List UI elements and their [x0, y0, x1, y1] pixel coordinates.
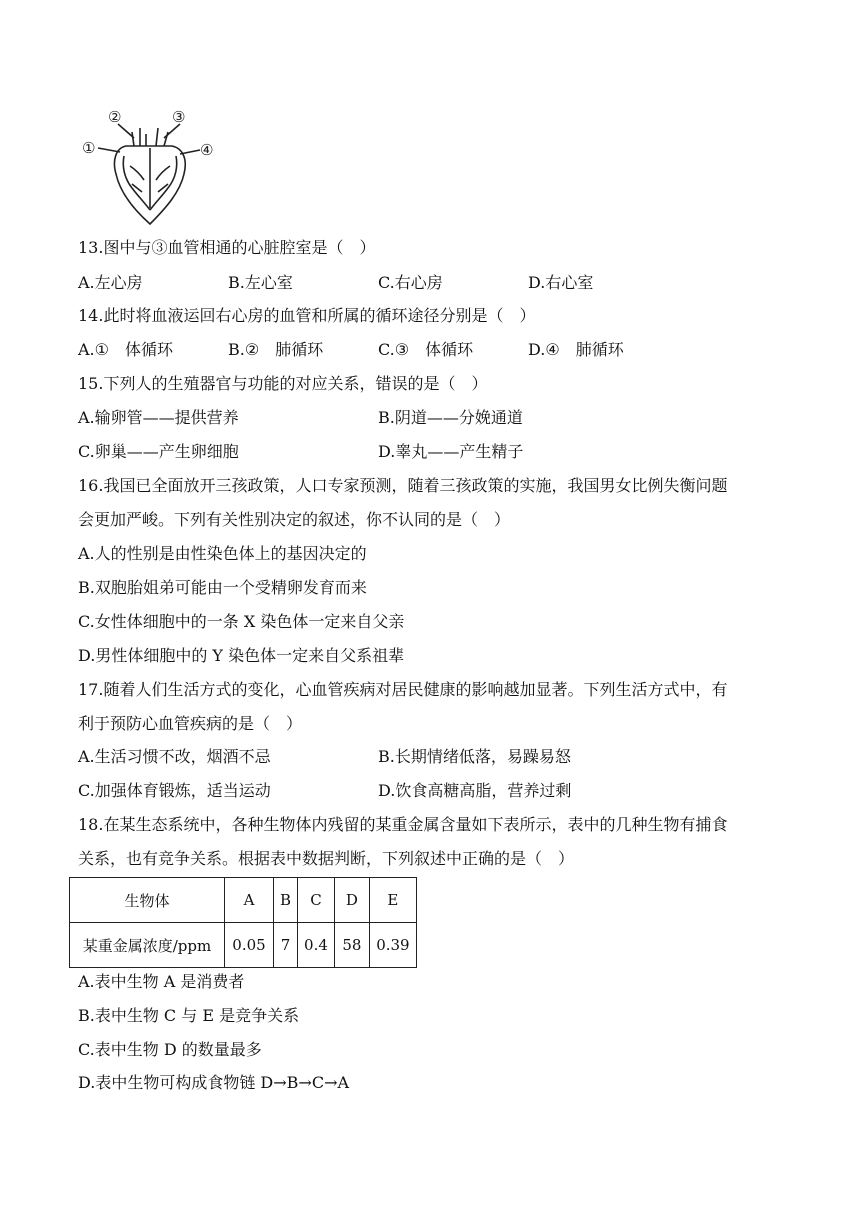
table-header-cell: A: [225, 878, 274, 923]
question-17-stem-line2: 利于预防心血管疾病的是（ ）: [78, 714, 303, 733]
table-header-cell: E: [369, 878, 416, 923]
question-13-stem: 13.图中与③血管相通的心脏腔室是（ ）: [78, 238, 376, 257]
q15-option-b[interactable]: B.阴道——分娩通道: [378, 408, 523, 427]
q15-option-c[interactable]: C.卵巢——产生卵细胞: [78, 442, 239, 461]
q13-option-a[interactable]: A.左心房: [78, 273, 143, 292]
table-header-row: [70, 878, 417, 923]
q18-option-a[interactable]: A.表中生物 A 是消费者: [78, 972, 245, 991]
q14-option-b[interactable]: B.② 肺循环: [228, 340, 324, 359]
question-17-stem-line1: 17.随着人们生活方式的变化，心血管疾病对居民健康的影响越加显著。下列生活方式中，有: [78, 680, 728, 699]
q14-option-d[interactable]: D.④ 肺循环: [528, 340, 624, 359]
q13-option-d[interactable]: D.右心室: [528, 273, 594, 292]
question-14-stem: 14.此时将血液运回右心房的血管和所属的循环途径分别是（ ）: [78, 306, 536, 325]
question-15-stem: 15.下列人的生殖器官与功能的对应关系，错误的是（ ）: [78, 374, 488, 393]
q13-option-b[interactable]: B.左心室: [228, 273, 293, 292]
figure-label-4: ④: [200, 141, 214, 159]
q16-option-b[interactable]: B.双胞胎姐弟可能由一个受精卵发育而来: [78, 578, 367, 597]
table-cell: 0.4: [298, 923, 335, 968]
question-16-stem-line1: 16.我国已全面放开三孩政策，人口专家预测，随着三孩政策的实施，我国男女比例失衡问题: [78, 476, 728, 495]
q14-option-a[interactable]: A.① 体循环: [78, 340, 173, 359]
q16-option-d[interactable]: D.男性体细胞中的 Y 染色体一定来自父系祖辈: [78, 646, 405, 665]
q16-option-a[interactable]: A.人的性别是由性染色体上的基因决定的: [78, 544, 367, 563]
table-cell: 7: [274, 923, 298, 968]
question-18-stem-line1: 18.在某生态系统中，各种生物体内残留的某重金属含量如下表所示，表中的几种生物有捕食: [78, 815, 728, 834]
figure-label-3: ③: [172, 108, 186, 126]
q18-option-c[interactable]: C.表中生物 D 的数量最多: [78, 1040, 262, 1059]
q17-option-d[interactable]: D.饮食高糖高脂，营养过剩: [378, 781, 572, 800]
q17-option-b[interactable]: B.长期情绪低落，易躁易怒: [378, 747, 571, 766]
question-16-stem-line2: 会更加严峻。下列有关性别决定的叙述，你不认同的是（ ）: [78, 510, 511, 529]
q18-option-d[interactable]: D.表中生物可构成食物链 D→B→C→A: [78, 1073, 350, 1092]
question-18-stem-line2: 关系，也有竞争关系。根据表中数据判断，下列叙述中正确的是（ ）: [78, 849, 575, 868]
figure-label-2: ②: [108, 108, 122, 126]
q15-option-a[interactable]: A.输卵管——提供营养: [78, 408, 239, 427]
table-cell: 0.05: [225, 923, 274, 968]
table-cell: 0.39: [369, 923, 416, 968]
heart-diagram: [80, 104, 220, 228]
table-header-cell: B: [274, 878, 298, 923]
q15-option-d[interactable]: D.睾丸——产生精子: [378, 442, 524, 461]
heavy-metal-table: [69, 877, 417, 968]
q16-option-c[interactable]: C.女性体细胞中的一条 X 染色体一定来自父亲: [78, 612, 405, 631]
q17-option-a[interactable]: A.生活习惯不改，烟酒不忌: [78, 747, 271, 766]
q13-option-c[interactable]: C.右心房: [378, 273, 443, 292]
table-header-cell: C: [298, 878, 335, 923]
figure-label-1: ①: [82, 139, 96, 157]
table-header-cell: 生物体: [70, 878, 225, 923]
q14-option-c[interactable]: C.③ 体循环: [378, 340, 474, 359]
table-cell: 58: [334, 923, 369, 968]
q17-option-c[interactable]: C.加强体育锻炼，适当运动: [78, 781, 271, 800]
q18-option-b[interactable]: B.表中生物 C 与 E 是竞争关系: [78, 1006, 300, 1025]
table-header-cell: D: [334, 878, 369, 923]
table-cell: 某重金属浓度/ppm: [70, 923, 225, 968]
table-row: [70, 923, 417, 968]
